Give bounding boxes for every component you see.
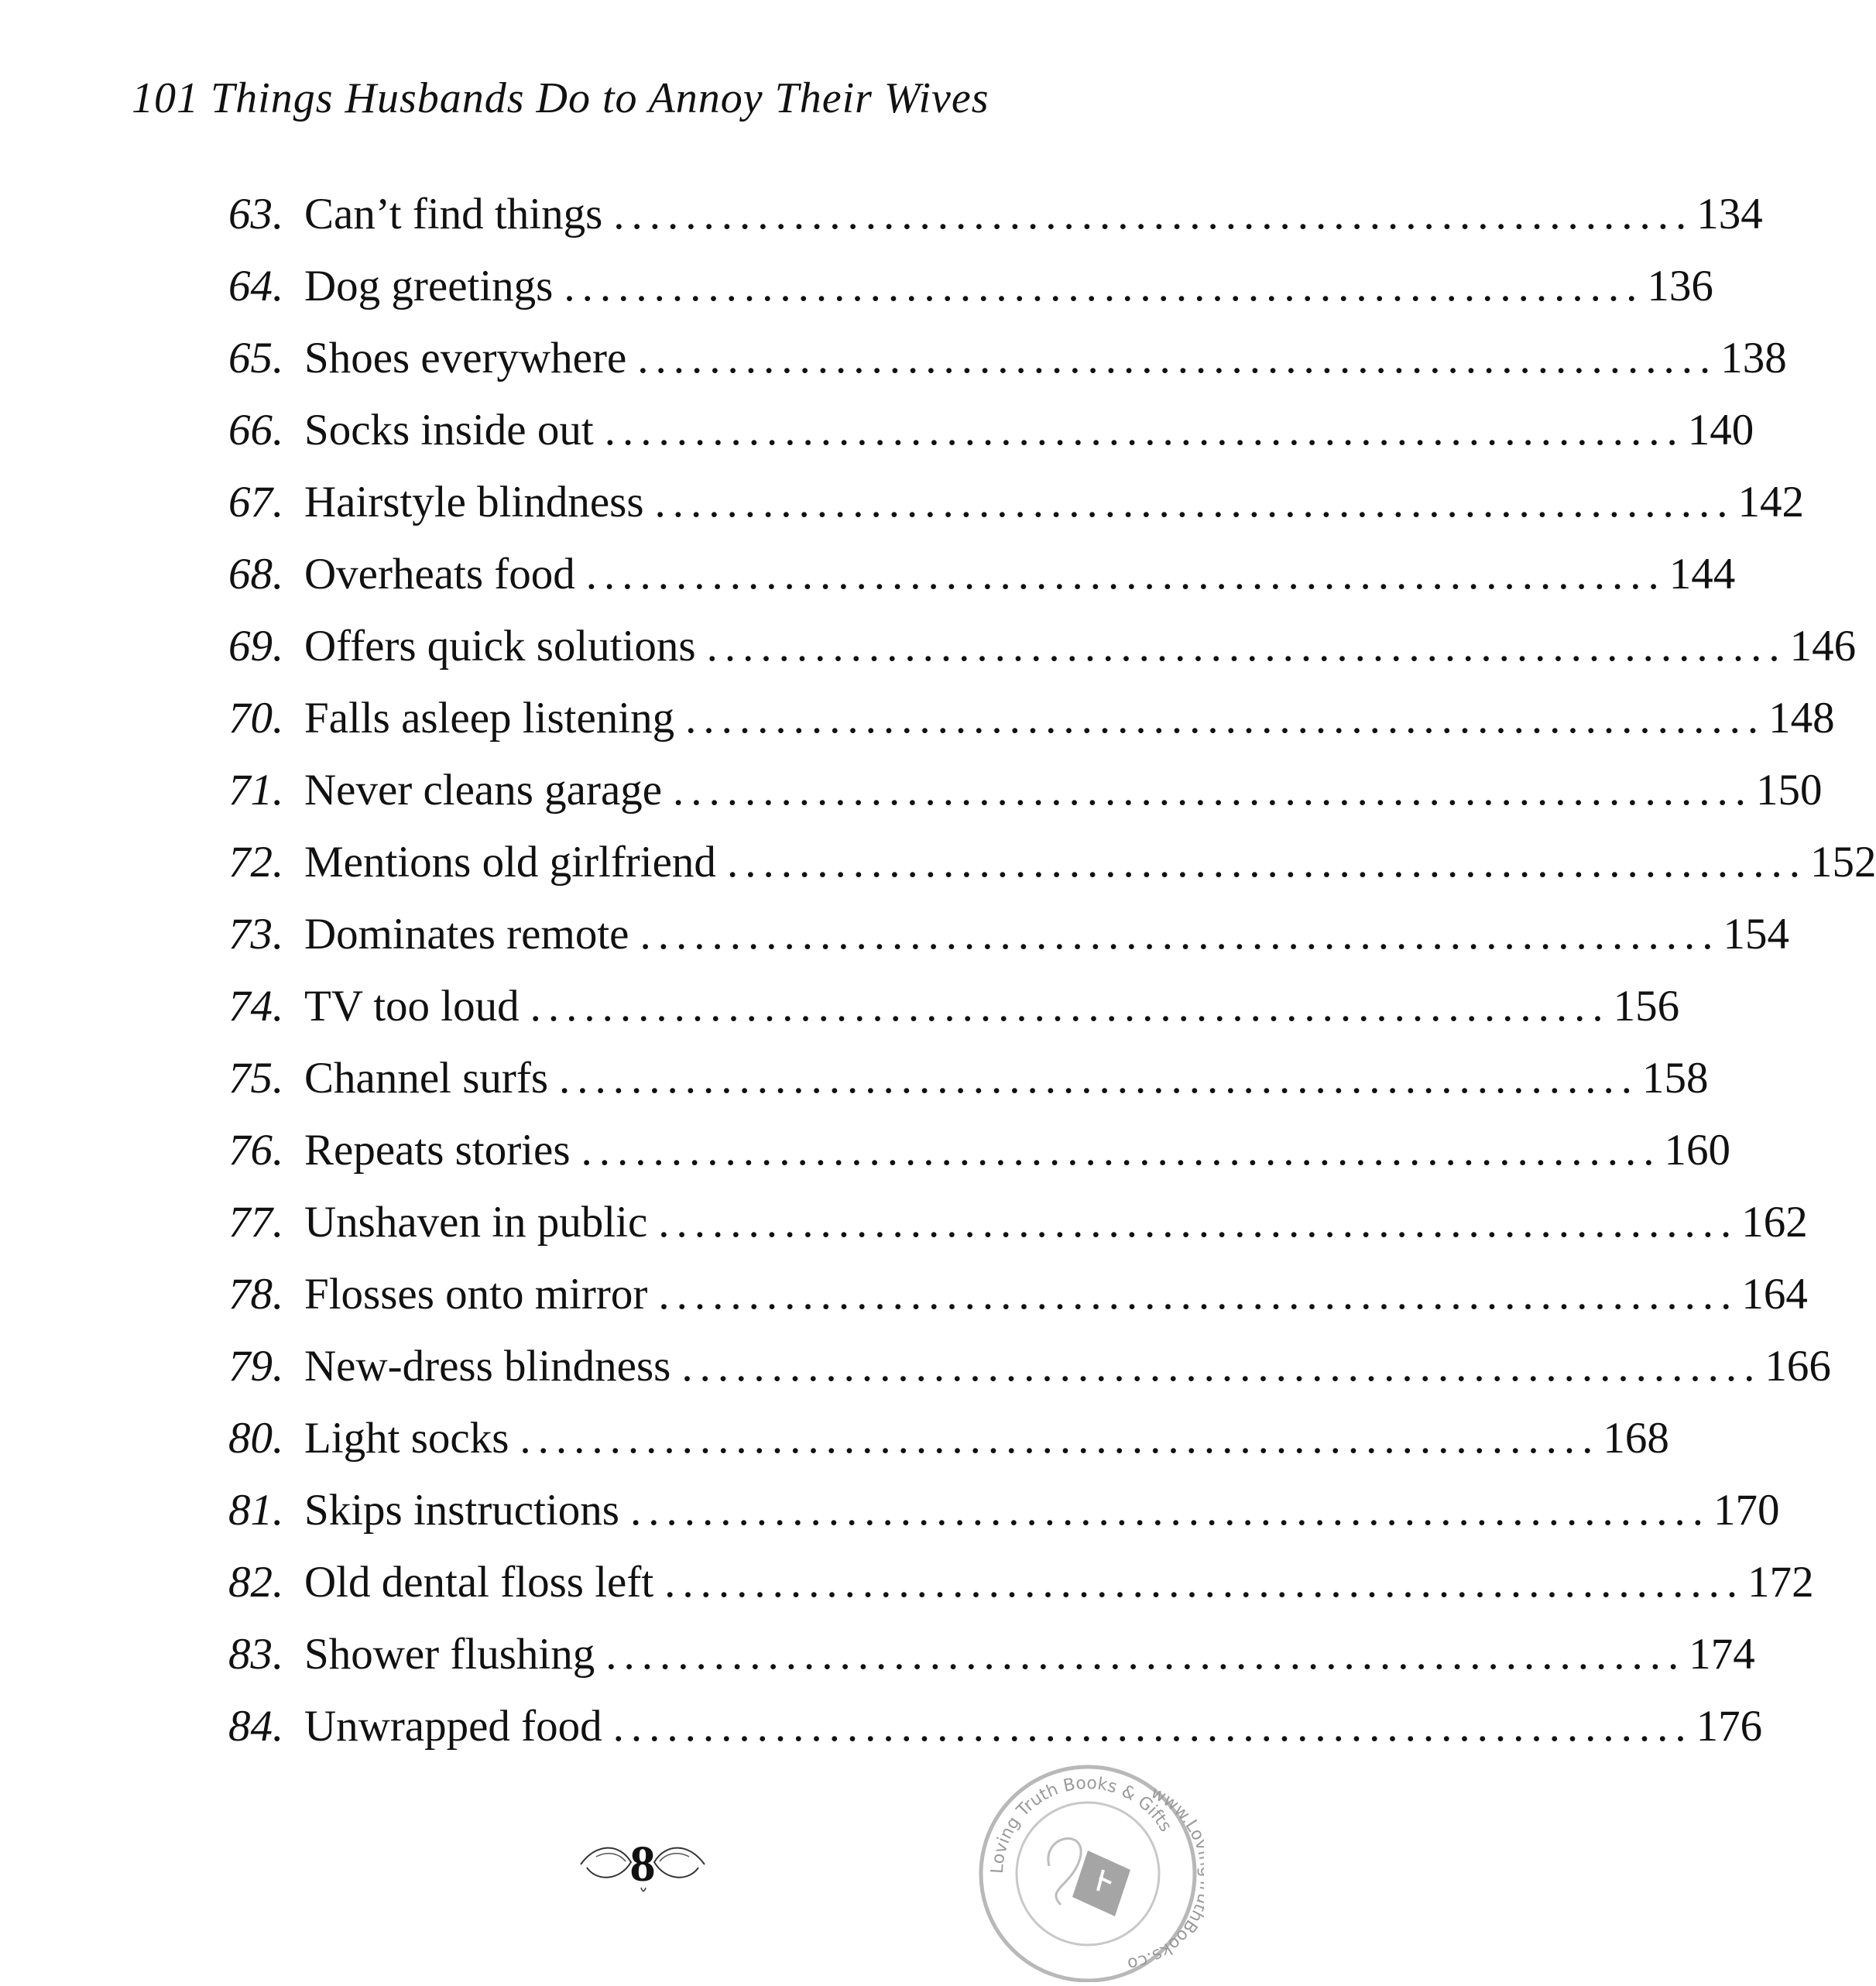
toc-entry-number: 71. [228,766,284,815]
toc-dot-leader: ............................................................ [581,1126,1662,1175]
toc-entry-title: Skips instructions [304,1486,619,1535]
toc-entry-page: 164 [1741,1270,1808,1319]
toc-entry [228,1402,1669,1474]
toc-entry-number: 67. [228,478,284,527]
toc-dot-leader: ............................................................ [726,838,1807,887]
toc-entry [228,1186,1808,1258]
toc-entry-number: 68. [228,550,284,599]
toc-entry-title: Shoes everywhere [304,334,627,382]
bible-ribbon-icon [1048,1839,1130,1916]
toc-dot-leader: ............................................................ [585,550,1666,599]
toc-dot-leader: ............................................................ [612,1702,1693,1751]
toc-entry-page: 142 [1737,478,1805,527]
toc-entry-number: 74. [228,982,284,1031]
running-head: 101 Things Husbands Do to Annoy Their Wives [132,74,989,122]
toc-entry-number: 78. [228,1270,284,1319]
toc-entry [228,754,1823,826]
toc-dot-leader: ............................................................ [604,406,1685,454]
toc-dot-leader: ............................................................ [564,262,1645,310]
toc-entry-title: New-dress blindness [304,1342,671,1391]
toc-entry [228,1546,1814,1618]
toc-entry-title: Unshaven in public [304,1198,648,1247]
toc-dot-leader: ............................................................ [613,190,1694,238]
toc-entry [228,610,1857,682]
toc-entry-title: Old dental floss left [304,1558,654,1607]
table-of-contents [228,178,1876,1762]
toc-entry-title: Dog greetings [304,262,554,310]
toc-entry [228,1330,1831,1402]
watermark-text-top: Loving Truth Books & Gifts [987,1773,1175,1875]
toc-entry-title: Repeats stories [304,1126,571,1175]
toc-entry-number: 82. [228,1558,284,1607]
toc-dot-leader: ............................................................ [530,982,1610,1031]
toc-entry-title: Hairstyle blindness [304,478,644,527]
page-folio [565,1827,720,1897]
toc-entry-page: 134 [1696,190,1763,238]
toc-entry-number: 65. [228,334,284,382]
toc-entry-page: 140 [1687,406,1754,454]
toc-entry [228,322,1787,394]
toc-entry [228,826,1876,898]
toc-entry-title: Mentions old girlfriend [304,838,716,887]
toc-entry-page: 146 [1789,622,1857,671]
toc-entry-number: 79. [228,1342,284,1391]
toc-entry-number: 72. [228,838,284,887]
toc-entry-number: 73. [228,910,284,959]
toc-entry-page: 154 [1723,910,1789,959]
toc-entry-page: 176 [1696,1702,1763,1751]
toc-entry [228,466,1805,538]
toc-dot-leader: ............................................................ [605,1630,1686,1679]
toc-entry [228,1690,1763,1762]
toc-entry-title: Offers quick solutions [304,622,696,671]
toc-entry-title: Shower flushing [304,1630,595,1679]
toc-dot-leader: ............................................................ [654,478,1735,527]
toc-entry [228,898,1789,970]
toc-entry-number: 70. [228,694,284,743]
toc-entry [228,394,1754,466]
toc-entry [228,682,1835,754]
watermark-text-side: www.L Books.co [1126,1782,1202,1974]
toc-entry-number: 83. [228,1630,284,1679]
toc-entry-number: 75. [228,1054,284,1103]
toc-entry-title: Socks inside out [304,406,594,454]
toc-entry-title: Never cleans garage [304,766,663,815]
toc-entry [228,1618,1755,1690]
toc-dot-leader: ............................................................ [629,1486,1710,1535]
toc-entry-page: 150 [1756,766,1823,815]
toc-entry [228,1042,1709,1114]
toc-dot-leader: ............................................................ [658,1198,1739,1247]
toc-dot-leader: ............................................................ [673,766,1754,815]
toc-entry-page: 168 [1603,1414,1669,1463]
toc-entry-title: Flosses onto mirror [304,1270,648,1319]
toc-entry-title: Light socks [304,1414,509,1463]
toc-entry-number: 76. [228,1126,284,1175]
toc-entry-page: 160 [1664,1126,1731,1175]
toc-entry [228,1258,1808,1330]
toc-entry [228,1114,1731,1186]
toc-entry-title: Channel surfs [304,1054,549,1103]
toc-dot-leader: ............................................................ [706,622,1787,671]
toc-entry-number: 63. [228,190,284,238]
toc-entry-page: 170 [1713,1486,1780,1535]
toc-entry-page: 166 [1765,1342,1831,1391]
toc-dot-leader: ............................................................ [658,1270,1739,1319]
toc-entry-page: 148 [1768,694,1835,743]
toc-dot-leader: ............................................................ [559,1054,1640,1103]
toc-entry-page: 152 [1809,838,1876,887]
toc-entry-page: 138 [1720,334,1787,382]
toc-entry-page: 158 [1642,1054,1709,1103]
toc-entry-title: Unwrapped food [304,1702,602,1751]
toc-entry-title: Can’t find things [304,190,603,238]
toc-entry-number: 77. [228,1198,284,1247]
toc-entry [228,178,1763,250]
toc-entry-page: 156 [1613,982,1680,1031]
toc-dot-leader: ............................................................ [681,1342,1762,1391]
toc-dot-leader: ............................................................ [637,334,1718,382]
toc-entry-page: 162 [1741,1198,1808,1247]
toc-entry-title: TV too loud [304,982,520,1031]
toc-entry [228,970,1680,1042]
toc-entry-page: 174 [1689,1630,1755,1679]
toc-entry-title: Overheats food [304,550,575,599]
toc-entry-title: Dominates remote [304,910,629,959]
toc-dot-leader: ............................................................ [520,1414,1600,1463]
toc-entry-number: 69. [228,622,284,671]
page-number: 8 [629,1836,656,1892]
toc-entry-title: Falls asleep listening [304,694,675,743]
toc-entry [228,250,1713,322]
toc-dot-leader: ............................................................ [640,910,1720,959]
toc-entry [228,1474,1780,1546]
toc-entry-number: 81. [228,1486,284,1535]
toc-entry-number: 84. [228,1702,284,1751]
toc-dot-leader: ............................................................ [664,1558,1745,1607]
toc-dot-leader: ............................................................ [685,694,1766,743]
toc-entry-page: 136 [1647,262,1713,310]
toc-entry [228,538,1736,610]
watermark-stamp [972,1750,1204,1982]
toc-entry-page: 172 [1747,1558,1814,1607]
toc-entry-number: 64. [228,262,284,310]
toc-entry-number: 66. [228,406,284,454]
toc-entry-page: 144 [1669,550,1736,599]
toc-entry-number: 80. [228,1414,284,1463]
